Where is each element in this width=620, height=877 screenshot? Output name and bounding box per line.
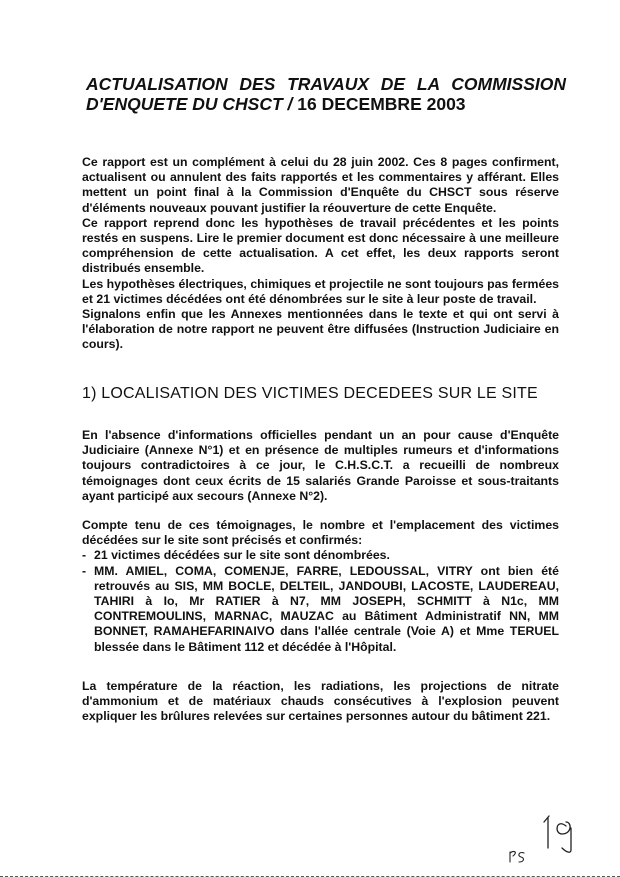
- intro-paragraph-4: Signalons enfin que les Annexes mentionnées dans le texte et qui ont servi à l'élaboration de notre rapport ne peuvent être diffusées (Instruction Judiciaire en cours).: [82, 307, 559, 352]
- section-paragraph-2: Compte tenu de ces témoignages, le nombre et l'emplacement des victimes décédées sur le site sont précisés et confirmés:: [82, 518, 559, 548]
- section-paragraph-1: En l'absence d'informations officielles pendant un an pour cause d'Enquête Judiciaire (Annexe N°1) et en présence de multiples rumeurs et d'informations toujours contradictoires à ce jour, le C.H.S.C.T. a recueilli de nombreux témoignages dont ceux écrits de 15 salariés Grande Paroisse et sous-traitants ayant participé aux secours (Annexe N°2).: [82, 428, 559, 503]
- section-heading: 1) LOCALISATION DES VICTIMES DECEDEES SUR LE SITE: [82, 385, 538, 402]
- handwritten-initials-ps: [510, 852, 524, 862]
- list-item: - MM. AMIEL, COMA, COMENJE, FARRE, LEDOUSSAL, VITRY ont bien été retrouvés au SIS, MM BOCLE, DELTEIL, JANDOUBI, LACOSTE, LAUDEREAU, TAHIRI à Io, Mr RATIER à N7, MM JOSEPH, SCHMITT à N1c, MM CONTREMOULINS, MARNAC, MAUZAC au Bâtiment Administratif NN, MM BONNET, RAMAHEFARINAIVO dans l'allée centrale (Voie A) et Mme TERUEL blessée dans le Bâtiment 112 et décédée à l'Hôpital.: [82, 564, 559, 655]
- section-paragraph-3: La température de la réaction, les radiations, les projections de nitrate d'ammonium et de matériaux chauds consécutives à l'explosion peuvent expliquer les brûlures relevées sur certaines personnes autour du bâtiment 221.: [82, 679, 559, 724]
- title-date: 16 DECEMBRE 2003: [292, 94, 466, 114]
- handwritten-page-number-18: [544, 816, 571, 852]
- list-item: - 21 victimes décédées sur le site sont dénombrées.: [82, 548, 559, 563]
- title-main: ACTUALISATION DES TRAVAUX DE LA COMMISSION D'ENQUETE DU CHSCT /: [86, 74, 566, 114]
- intro-paragraph-1: Ce rapport est un complément à celui du 28 juin 2002. Ces 8 pages confirment, actualisent ou annulent des faits rapportés et les commentaires y afférant. Elles mettent un point final à la Commission d'Enquête du CHSCT sous réserve d'éléments nouveaux pouvant justifier la réouverture de cette Enquête.: [82, 155, 559, 215]
- intro-paragraph-3: Les hypothèses électriques, chimiques et projectile ne sont toujours pas fermées et 21 victimes décédées ont été dénombrées sur le site à leur poste de travail.: [82, 276, 559, 306]
- intro-paragraph-2: Ce rapport reprend donc les hypothèses de travail précédentes et les points restés en suspens. Lire le premier document est donc nécessaire à une meilleure compréhension de cette actualisation. A cet effet, les deux rapports seront distribués ensemble.: [82, 215, 559, 276]
